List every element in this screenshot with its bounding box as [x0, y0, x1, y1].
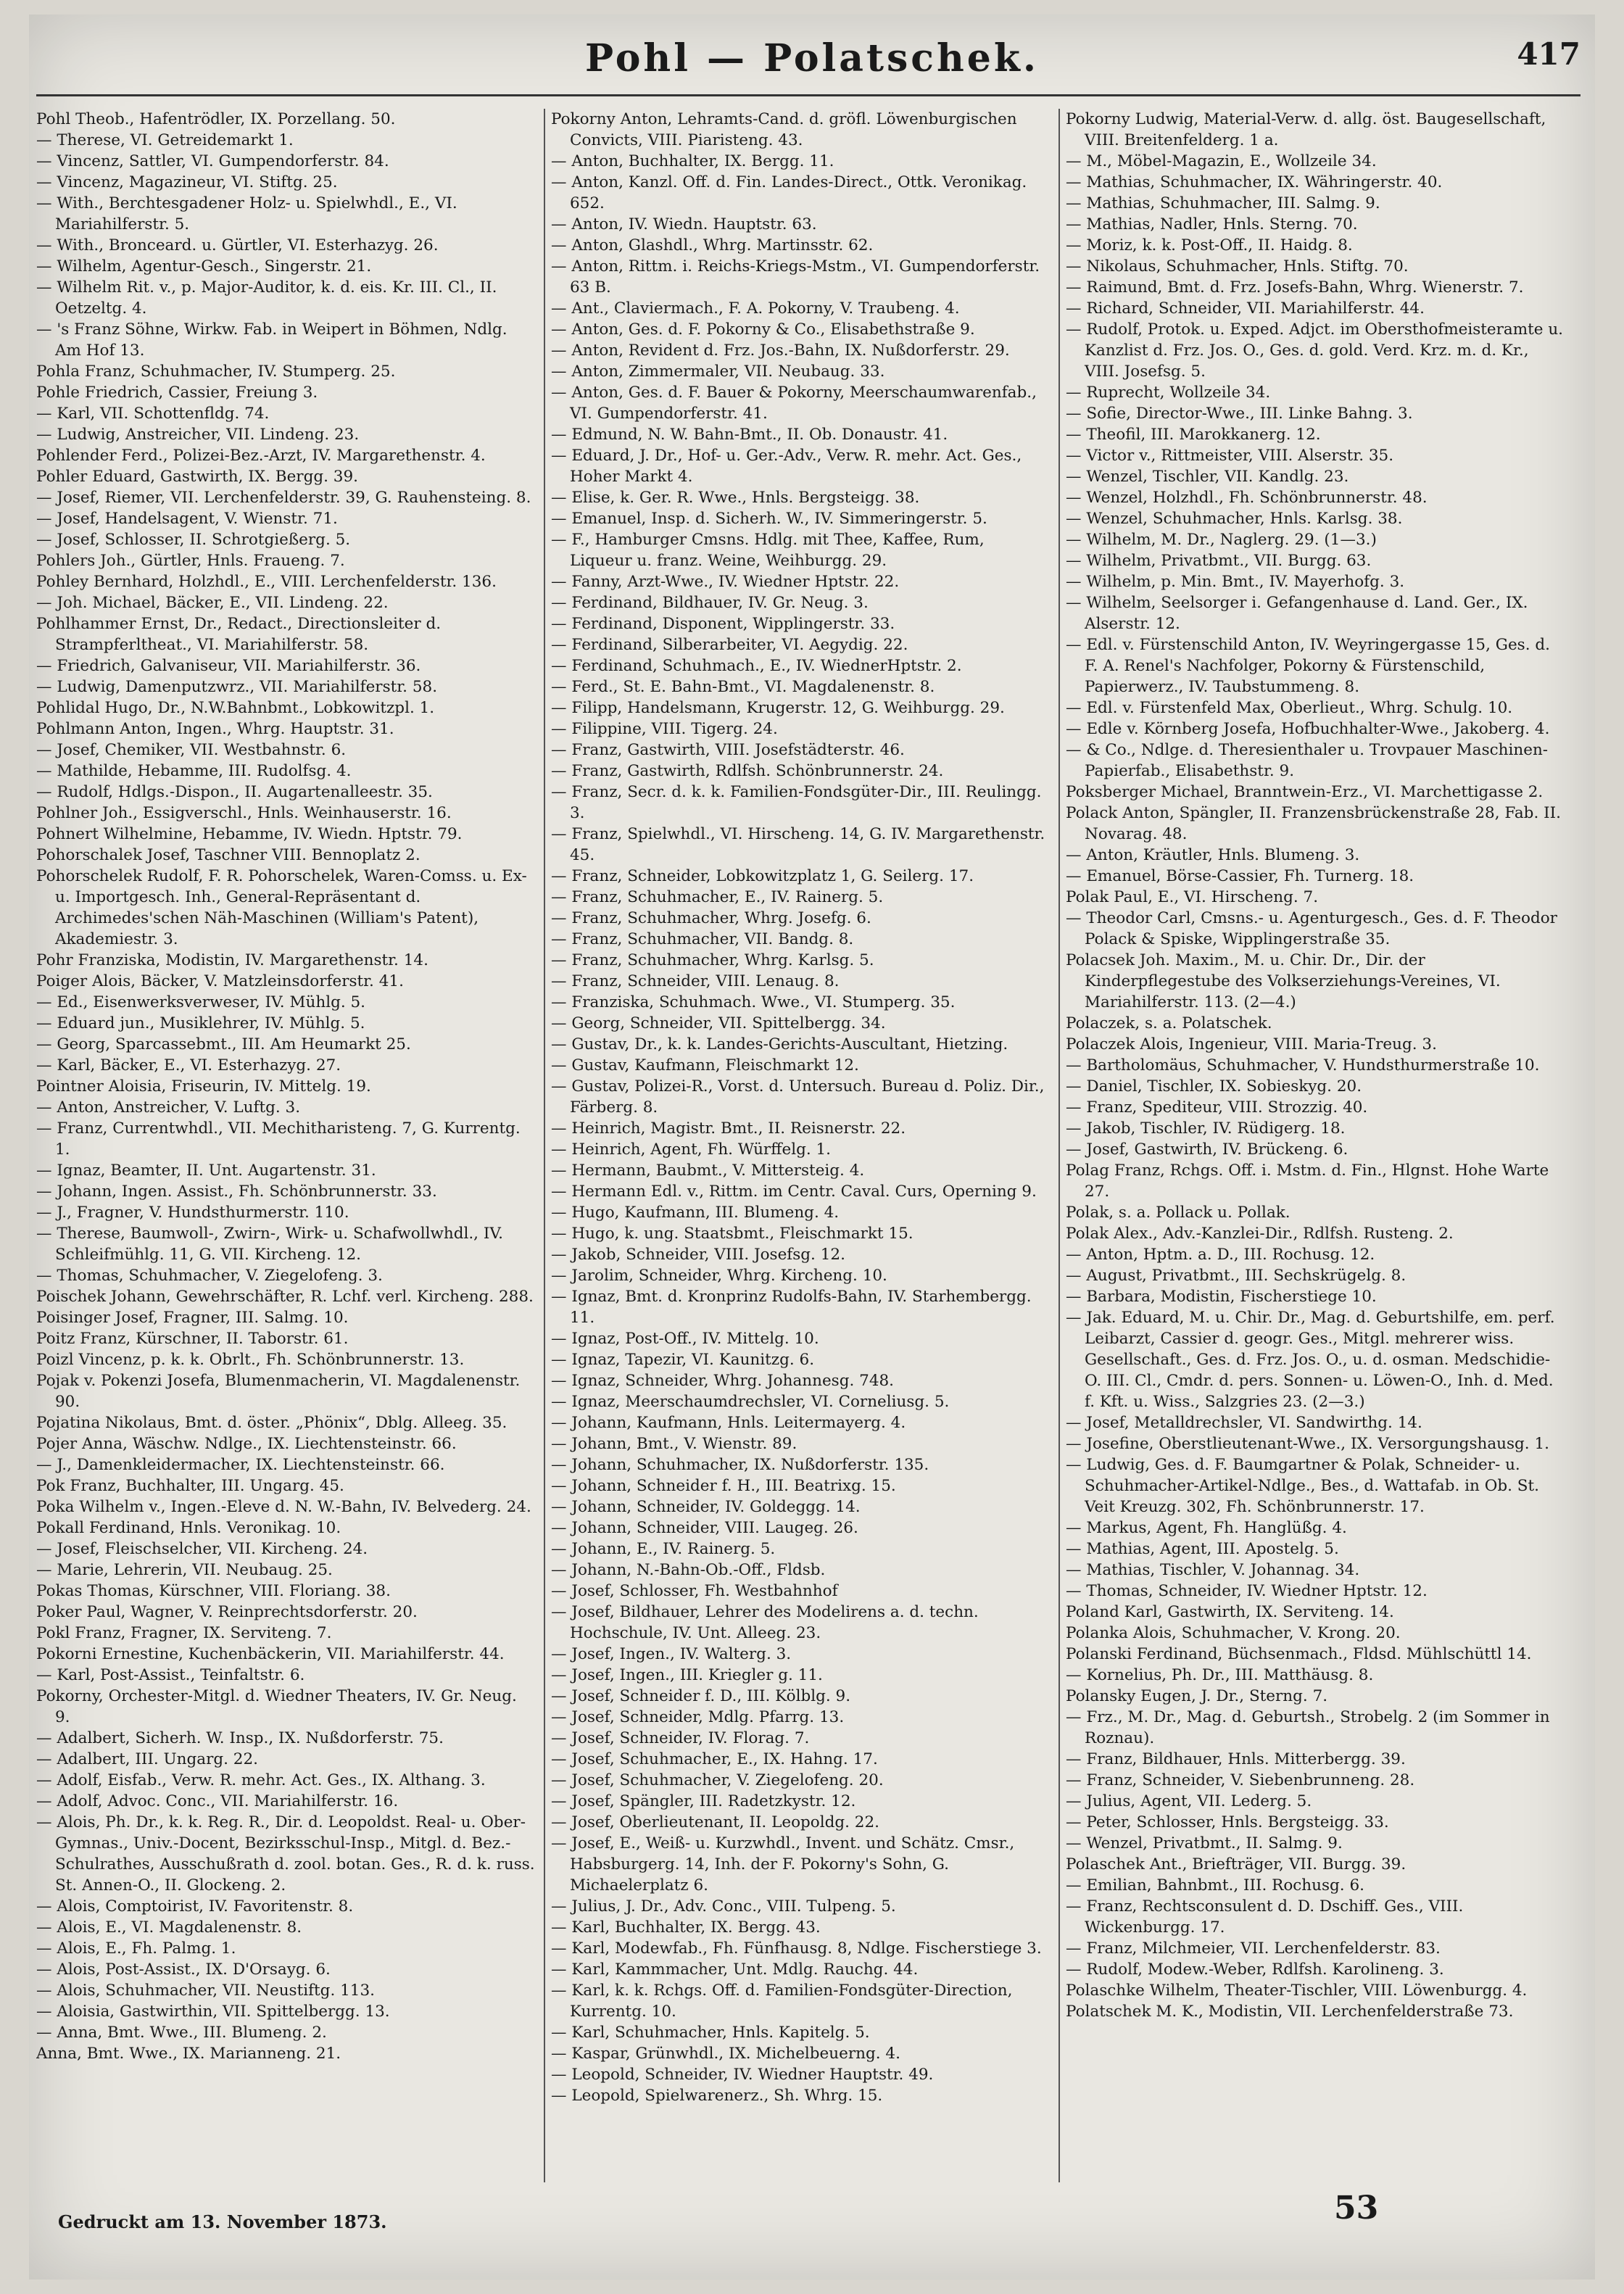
directory-entry: — With., Berchtesgadener Holz- u. Spielwhdl., E., VI. Mariahilferstr. 5. — [36, 194, 457, 233]
directory-entry: — Emanuel, Insp. d. Sicherh. W., IV. Simmeringerstr. 5. — [551, 510, 987, 528]
directory-entry: — Alois, Post-Assist., IX. D'Orsayg. 6. — [36, 1960, 331, 1979]
directory-entry: — Josef, Oberlieutenant, II. Leopoldg. 22. — [551, 1813, 879, 1831]
directory-entry: — Hermann, Baubmt., V. Mittersteig. 4. — [551, 1162, 865, 1180]
directory-entry: Poksberger Michael, Branntwein-Erz., VI. Marchettigasse 2. — [1066, 783, 1544, 801]
directory-entry: Pohlidal Hugo, Dr., N.W.Bahnbmt., Lobkowitzpl. 1. — [36, 699, 435, 717]
column-divider — [544, 109, 545, 2182]
directory-entry: — Eduard jun., Musiklehrer, IV. Mühlg. 5. — [36, 1014, 365, 1032]
directory-entry: — Adalbert, Sicherh. W. Insp., IX. Nußdorferstr. 75. — [36, 1729, 444, 1747]
directory-entry: — Rudolf, Hdlgs.-Dispon., II. Augartenalleestr. 35. — [36, 783, 433, 801]
directory-entry: — Kornelius, Ph. Dr., III. Matthäusg. 8. — [1066, 1666, 1374, 1684]
directory-entry: Poka Wilhelm v., Ingen.-Eleve d. N. W.-Bahn, IV. Belvederg. 24. — [36, 1498, 531, 1516]
directory-entry: — Mathias, Schuhmacher, III. Salmg. 9. — [1066, 194, 1380, 212]
directory-entry: Poiger Alois, Bäcker, V. Matzleinsdorferstr. 41. — [36, 972, 404, 990]
directory-entry: — Raimund, Bmt. d. Frz. Josefs-Bahn, Whrg. Wienerstr. 7. — [1066, 278, 1524, 297]
directory-entry: Polanka Alois, Schuhmacher, V. Krong. 20. — [1066, 1624, 1401, 1642]
directory-entry: — Anton, Anstreicher, V. Luftg. 3. — [36, 1098, 301, 1117]
directory-entry: — & Co., Ndlge. d. Theresienthaler u. Trovpauer Maschinen-Papierfab., Elisabethstr. 9. — [1066, 741, 1549, 780]
directory-entry: — Alois, E., VI. Magdalenenstr. 8. — [36, 1918, 302, 1937]
directory-entry: — Vincenz, Sattler, VI. Gumpendorferstr. 84. — [36, 152, 389, 170]
directory-entry: — Ant., Claviermach., F. A. Pokorny, V. Traubeng. 4. — [551, 299, 960, 318]
directory-entry: — Franz, Gastwirth, Rdlfsh. Schönbrunnerstr. 24. — [551, 762, 944, 780]
directory-entry: — Franz, Schuhmacher, Whrg. Josefg. 6. — [551, 909, 871, 927]
directory-entry: — Alois, Comptoirist, IV. Favoritenstr. 8. — [36, 1897, 354, 1916]
directory-entry: — Mathias, Nadler, Hnls. Sterng. 70. — [1066, 215, 1358, 233]
directory-entry: — Wilhelm, p. Min. Bmt., IV. Mayerhofg. 3. — [1066, 573, 1405, 591]
directory-entry: Pohorschelek Rudolf, F. R. Pohorschelek, Waren-Comss. u. Ex- u. Importgesch. Inh., General-Repräsentant d. Archimedes'schen Näh-Maschinen (William's Patent), Akademiestr. 3. — [36, 867, 527, 948]
directory-entry: Pohley Bernhard, Holzhdl., E., VIII. Lerchenfelderstr. 136. — [36, 573, 497, 591]
directory-entry: — Ludwig, Anstreicher, VII. Lindeng. 23. — [36, 426, 360, 444]
directory-entry: — Barbara, Modistin, Fischerstiege 10. — [1066, 1288, 1377, 1306]
directory-entry: — Leopold, Schneider, IV. Wiedner Hauptstr. 49. — [551, 2066, 934, 2084]
directory-entry: Pohl Theob., Hafentrödler, IX. Porzellang. 50. — [36, 110, 396, 128]
directory-entry: — Aloisia, Gastwirthin, VII. Spittelbergg. 13. — [36, 2003, 390, 2021]
directory-entry: — Jakob, Tischler, IV. Rüdigerg. 18. — [1066, 1119, 1346, 1138]
directory-entry: — Johann, Schuhmacher, IX. Nußdorferstr. 135. — [551, 1456, 929, 1474]
directory-entry: — Richard, Schneider, VII. Mariahilferstr. 44. — [1066, 299, 1425, 318]
directory-entry: — Ferdinand, Silberarbeiter, VI. Aegydig. 22. — [551, 636, 908, 654]
directory-entry: — Anton, Rittm. i. Reichs-Kriegs-Mstm., VI. Gumpendorferstr. 63 B. — [551, 257, 1040, 297]
directory-entry: Pohlhammer Ernst, Dr., Redact., Directionsleiter d. Strampferltheat., VI. Mariahilferstr. 58. — [36, 615, 442, 654]
directory-entry: Pohr Franziska, Modistin, IV. Margarethenstr. 14. — [36, 951, 428, 969]
directory-entry: Pohla Franz, Schuhmacher, IV. Stumperg. 25. — [36, 363, 396, 381]
directory-entry: — Josef, Handelsagent, V. Wienstr. 71. — [36, 510, 338, 528]
directory-entry: — Franz, Milchmeier, VII. Lerchenfelderstr. 83. — [1066, 1939, 1441, 1958]
directory-entry: Poischek Johann, Gewehrschäfter, R. Lchf. verl. Kircheng. 288. — [36, 1288, 534, 1306]
directory-entry: — M., Möbel-Magazin, E., Wollzeile 34. — [1066, 152, 1377, 170]
directory-entry: — With., Bronceard. u. Gürtler, VI. Esterhazyg. 26. — [36, 236, 439, 254]
directory-entry: — Julius, Agent, VII. Lederg. 5. — [1066, 1792, 1312, 1810]
directory-entry: — Johann, E., IV. Rainerg. 5. — [551, 1540, 776, 1558]
directory-entry: — Bartholomäus, Schuhmacher, V. Hundsthurmerstraße 10. — [1066, 1056, 1540, 1074]
directory-entry: — Ferd., St. E. Bahn-Bmt., VI. Magdalenenstr. 8. — [551, 678, 935, 696]
directory-entry: — Josef, Ingen., IV. Walterg. 3. — [551, 1645, 792, 1663]
directory-entry: — Thomas, Schneider, IV. Wiedner Hptstr. 12. — [1066, 1582, 1428, 1600]
directory-entry: — Ignaz, Meerschaumdrechsler, VI. Corneliusg. 5. — [551, 1393, 950, 1411]
directory-entry: — Josef, Schneider, IV. Florag. 7. — [551, 1729, 810, 1747]
directory-entry: — Ruprecht, Wollzeile 34. — [1066, 384, 1271, 402]
directory-entry: — Karl, Post-Assist., Teinfaltstr. 6. — [36, 1666, 305, 1684]
column-divider — [1058, 109, 1060, 2182]
page-header — [29, 29, 1595, 87]
directory-entry: — Josef, Bildhauer, Lehrer des Modelirens a. d. techn. Hochschule, IV. Unt. Alleeg. 23. — [551, 1603, 979, 1642]
directory-entry: — Gustav, Dr., k. k. Landes-Gerichts-Auscultant, Hietzing. — [551, 1035, 1008, 1053]
directory-entry: Poitz Franz, Kürschner, II. Taborstr. 61. — [36, 1330, 349, 1348]
directory-entry: — Johann, N.-Bahn-Ob.-Off., Fldsb. — [551, 1561, 826, 1579]
directory-entry: — Frz., M. Dr., Mag. d. Geburtsh., Strobelg. 2 (im Sommer in Roznau). — [1066, 1708, 1550, 1747]
directory-entry: — Ferdinand, Schuhmach., E., IV. WiednerHptstr. 2. — [551, 657, 962, 675]
directory-entry: — Leopold, Spielwarenerz., Sh. Whrg. 15. — [551, 2087, 883, 2105]
directory-entry: — Jak. Eduard, M. u. Chir. Dr., Mag. d. Geburtshilfe, em. perf. Leibarzt, Cassier d. geogr. Ges., Mitgl. mehrerer wiss. Gesellschaft., Ges. d. Frz. Jos. O., u. d. osman. Medschidie-O. III. Cl., Cmdr. d. pers. Sonnen- u. Löwen-O., Inh. d. Med. f. Kft. u. Wiss., Salzgries 23. (2—3.) — [1066, 1309, 1555, 1411]
directory-entry: Pokorny, Orchester-Mitgl. d. Wiedner Theaters, IV. Gr. Neug. 9. — [36, 1687, 517, 1726]
directory-entry: — August, Privatbmt., III. Sechskrügelg. 8. — [1066, 1267, 1406, 1285]
directory-entry: — Wenzel, Tischler, VII. Kandlg. 23. — [1066, 468, 1349, 486]
directory-entry: — Johann, Ingen. Assist., Fh. Schönbrunnerstr. 33. — [36, 1183, 437, 1201]
sheet-number: 53 — [1334, 2190, 1379, 2227]
directory-entry: — Franz, Schneider, VIII. Lenaug. 8. — [551, 972, 840, 990]
directory-entry: Pohlender Ferd., Polizei-Bez.-Arzt, IV. Margarethenstr. 4. — [36, 447, 486, 465]
column-1 — [36, 109, 536, 2197]
directory-entry: — Wenzel, Schuhmacher, Hnls. Karlsg. 38. — [1066, 510, 1403, 528]
directory-entry: — Mathias, Schuhmacher, IX. Währingerstr. 40. — [1066, 173, 1443, 191]
directory-entry: — Edle v. Körnberg Josefa, Hofbuchhalter-Wwe., Jakoberg. 4. — [1066, 720, 1550, 738]
column-2 — [551, 109, 1051, 2197]
directory-entry: — Georg, Schneider, VII. Spittelbergg. 34. — [551, 1014, 886, 1032]
directory-entry: — Theodor Carl, Cmsns.- u. Agenturgesch., Ges. d. F. Theodor Polack & Spiske, Wipplingerstraße 35. — [1066, 909, 1557, 948]
directory-entry: Pohle Friedrich, Cassier, Freiung 3. — [36, 384, 318, 402]
directory-entry: — Thomas, Schuhmacher, V. Ziegelofeng. 3. — [36, 1267, 383, 1285]
directory-entry: — Franz, Schuhmacher, Whrg. Karlsg. 5. — [551, 951, 874, 969]
directory-entry: — F., Hamburger Cmsns. Hdlg. mit Thee, Kaffee, Rum, Liqueur u. franz. Weine, Weihburgg. 29. — [551, 531, 985, 570]
directory-entry: — Karl, k. k. Rchgs. Off. d. Familien-Fondsgüter-Direction, Kurrentg. 10. — [551, 1982, 1013, 2021]
directory-entry: — J., Damenkleidermacher, IX. Liechtensteinstr. 66. — [36, 1456, 445, 1474]
directory-entry: — Josef, Spängler, III. Radetzkystr. 12. — [551, 1792, 856, 1810]
directory-entry: Polak Alex., Adv.-Kanzlei-Dir., Rdlfsh. Rusteng. 2. — [1066, 1225, 1454, 1243]
directory-entry: — Adolf, Advoc. Conc., VII. Mariahilferstr. 16. — [36, 1792, 399, 1810]
directory-entry: — Hugo, k. ung. Staatsbmt., Fleischmarkt 15. — [551, 1225, 914, 1243]
directory-entry: — Josefine, Oberstlieutenant-Wwe., IX. Versorgungshausg. 1. — [1066, 1435, 1549, 1453]
directory-entry: — Ludwig, Ges. d. F. Baumgartner & Polak, Schneider- u. Schuhmacher-Artikel-Ndlge., Bes., d. Wattafab. in Ob. St. Veit Kreuzg. 302, Fh. Schönbrunnerstr. 17. — [1066, 1456, 1539, 1516]
directory-entry: — Karl, Bäcker, E., VI. Esterhazyg. 27. — [36, 1056, 341, 1074]
directory-entry: — Mathias, Agent, III. Apostelg. 5. — [1066, 1540, 1339, 1558]
directory-entry: — Filipp, Handelsmann, Krugerstr. 12, G. Weihburgg. 29. — [551, 699, 1005, 717]
directory-entry: Poker Paul, Wagner, V. Reinprechtsdorferstr. 20. — [36, 1603, 418, 1621]
directory-entry: Polaschek Ant., Briefträger, VII. Burgg. 39. — [1066, 1855, 1406, 1873]
directory-entry: — Anton, Hptm. a. D., III. Rochusg. 12. — [1066, 1246, 1375, 1264]
directory-entry: — Ignaz, Bmt. d. Kronprinz Rudolfs-Bahn, IV. Starhembergg. 11. — [551, 1288, 1032, 1327]
directory-entry: Polanski Ferdinand, Büchsenmach., Fldsd. Mühlschüttl 14. — [1066, 1645, 1532, 1663]
directory-entry: — Wilhelm, Agentur-Gesch., Singerstr. 21. — [36, 257, 372, 276]
directory-entry: Pointner Aloisia, Friseurin, IV. Mittelg. 19. — [36, 1077, 371, 1096]
directory-entry: — Eduard, J. Dr., Hof- u. Ger.-Adv., Verw. R. mehr. Act. Ges., Hoher Markt 4. — [551, 447, 1022, 486]
directory-entry: — Ferdinand, Disponent, Wipplingerstr. 33. — [551, 615, 895, 633]
directory-entry: — J., Fragner, V. Hundsthurmerstr. 110. — [36, 1204, 349, 1222]
directory-page — [29, 15, 1595, 2279]
directory-entry: — Josef, Schlosser, Fh. Westbahnhof — [551, 1582, 838, 1600]
directory-entry: — Fanny, Arzt-Wwe., IV. Wiedner Hptstr. 22. — [551, 573, 900, 591]
directory-entry: — Anton, Buchhalter, IX. Bergg. 11. — [551, 152, 834, 170]
directory-entry: Pohorschalek Josef, Taschner VIII. Bennoplatz 2. — [36, 846, 420, 864]
directory-entry: Pokas Thomas, Kürschner, VIII. Floriang. 38. — [36, 1582, 391, 1600]
directory-entry: — Marie, Lehrerin, VII. Neubaug. 25. — [36, 1561, 333, 1579]
directory-entry: — Hermann Edl. v., Rittm. im Centr. Caval. Curs, Operning 9. — [551, 1183, 1037, 1201]
directory-entry: — Daniel, Tischler, IX. Sobieskyg. 20. — [1066, 1077, 1362, 1096]
directory-entry: — Johann, Schneider, IV. Goldeggg. 14. — [551, 1498, 861, 1516]
directory-entry: — Karl, Modewfab., Fh. Fünfhausg. 8, Ndlge. Fischerstiege 3. — [551, 1939, 1042, 1958]
directory-entry: — Alois, Schuhmacher, VII. Neustiftg. 113. — [36, 1982, 375, 2000]
directory-entry: Pojak v. Pokenzi Josefa, Blumenmacherin, VI. Magdalenenstr. 90. — [36, 1372, 521, 1411]
directory-entry: — Heinrich, Magistr. Bmt., II. Reisnerstr. 22. — [551, 1119, 906, 1138]
directory-entry: — Heinrich, Agent, Fh. Würffelg. 1. — [551, 1140, 832, 1159]
directory-entry: — Wilhelm Rit. v., p. Major-Auditor, k. d. eis. Kr. III. Cl., II. Oetzeltg. 4. — [36, 278, 497, 318]
directory-entry: — Josef, Schlosser, II. Schrotgießerg. 5. — [36, 531, 351, 549]
directory-entry: — Elise, k. Ger. R. Wwe., Hnls. Bergsteigg. 38. — [551, 489, 920, 507]
directory-entry: — Edmund, N. W. Bahn-Bmt., II. Ob. Donaustr. 41. — [551, 426, 948, 444]
directory-entry: — Joh. Michael, Bäcker, E., VII. Lindeng. 22. — [36, 594, 389, 612]
directory-entry: — Josef, Gastwirth, IV. Brückeng. 6. — [1066, 1140, 1348, 1159]
directory-entry: — Franz, Schneider, V. Siebenbrunneng. 28. — [1066, 1771, 1415, 1789]
directory-entry: Anna, Bmt. Wwe., IX. Marianneng. 21. — [36, 2045, 341, 2063]
directory-entry: Pojer Anna, Wäschw. Ndlge., IX. Liechtensteinstr. 66. — [36, 1435, 457, 1453]
directory-entry: Pohlmann Anton, Ingen., Whrg. Hauptstr. 31. — [36, 720, 394, 738]
directory-entry: — Hugo, Kaufmann, III. Blumeng. 4. — [551, 1204, 840, 1222]
directory-entry: — Ignaz, Schneider, Whrg. Johannesg. 748. — [551, 1372, 895, 1390]
directory-entry: — Therese, VI. Getreidemarkt 1. — [36, 131, 294, 149]
directory-entry: — Josef, Metalldrechsler, VI. Sandwirthg. 14. — [1066, 1414, 1422, 1432]
header-rule — [36, 94, 1580, 96]
directory-entry: — Theofil, III. Marokkanerg. 12. — [1066, 426, 1321, 444]
directory-entry: — Wilhelm, M. Dr., Naglerg. 29. (1—3.) — [1066, 531, 1377, 549]
directory-entry: — Georg, Sparcassebmt., III. Am Heumarkt 25. — [36, 1035, 411, 1053]
directory-entry: Polaczek Alois, Ingenieur, VIII. Maria-Treug. 3. — [1066, 1035, 1437, 1053]
directory-entry: — Wilhelm, Seelsorger i. Gefangenhause d. Land. Ger., IX. Alserstr. 12. — [1066, 594, 1528, 633]
directory-entry: Pohlner Joh., Essigverschl., Hnls. Weinhauserstr. 16. — [36, 804, 452, 822]
directory-entry: Pokl Franz, Fragner, IX. Serviteng. 7. — [36, 1624, 332, 1642]
directory-entry: — 's Franz Söhne, Wirkw. Fab. in Weipert in Böhmen, Ndlg. Am Hof 13. — [36, 320, 508, 360]
directory-entry: — Sofie, Director-Wwe., III. Linke Bahng. 3. — [1066, 405, 1413, 423]
directory-entry: Poizl Vincenz, p. k. k. Obrlt., Fh. Schönbrunnerstr. 13. — [36, 1351, 465, 1369]
directory-entry: — Anton, Ges. d. F. Pokorny & Co., Elisabethstraße 9. — [551, 320, 975, 339]
directory-entry: Polack Anton, Spängler, II. Franzensbrückenstraße 28, Fab. II. Novarag. 48. — [1066, 804, 1561, 843]
directory-entry: — Franz, Rechtsconsulent d. D. Dschiff. Ges., VIII. Wickenburgg. 17. — [1066, 1897, 1464, 1937]
directory-entry: — Franz, Currentwhdl., VII. Mechitharisteng. 7, G. Kurrentg. 1. — [36, 1119, 521, 1159]
directory-entry: Polatschek M. K., Modistin, VII. Lerchenfelderstraße 73. — [1066, 2003, 1514, 2021]
directory-entry: — Josef, E., Weiß- u. Kurzwhdl., Invent. und Schätz. Cmsr., Habsburgerg. 14, Inh. der F. Pokorny's Sohn, G. Michaelerplatz 6. — [551, 1834, 1015, 1895]
directory-entry: — Anton, Revident d. Frz. Jos.-Bahn, IX. Nußdorferstr. 29. — [551, 341, 1010, 360]
directory-entry: — Josef, Riemer, VII. Lerchenfelderstr. 39, G. Rauhensteing. 8. — [36, 489, 531, 507]
directory-entry: Poland Karl, Gastwirth, IX. Serviteng. 14. — [1066, 1603, 1394, 1621]
directory-entry: — Alois, Ph. Dr., k. k. Reg. R., Dir. d. Leopoldst. Real- u. Ober-Gymnas., Univ.-Docent, Bezirksschul-Insp., Mitgl. d. Bez.-Schulrathes, Ausschußrath d. zool. botan. Ges., R. d. k. russ. St. Annen-O., II. Glockeng. 2. — [36, 1813, 535, 1895]
directory-entry: — Ed., Eisenwerksverweser, IV. Mühlg. 5. — [36, 993, 366, 1011]
directory-entry: — Nikolaus, Schuhmacher, Hnls. Stiftg. 70. — [1066, 257, 1409, 276]
directory-entry: Pok Franz, Buchhalter, III. Ungarg. 45. — [36, 1477, 344, 1495]
directory-entry: — Markus, Agent, Fh. Hanglüßg. 4. — [1066, 1519, 1347, 1537]
directory-entry: — Gustav, Polizei-R., Vorst. d. Untersuch. Bureau d. Poliz. Dir., Färberg. 8. — [551, 1077, 1045, 1117]
directory-entry: — Josef, Fleischselcher, VII. Kircheng. 24. — [36, 1540, 368, 1558]
directory-entry: Pokall Ferdinand, Hnls. Veronikag. 10. — [36, 1519, 341, 1537]
directory-entry: — Anton, Kanzl. Off. d. Fin. Landes-Direct., Ottk. Veronikag. 652. — [551, 173, 1027, 212]
directory-entry: — Johann, Kaufmann, Hnls. Leitermayerg. 4. — [551, 1414, 906, 1432]
directory-entry: — Josef, Ingen., III. Kriegler g. 11. — [551, 1666, 823, 1684]
directory-entry: — Johann, Bmt., V. Wienstr. 89. — [551, 1435, 798, 1453]
directory-entry: — Josef, Schneider f. D., III. Kölblg. 9. — [551, 1687, 851, 1705]
directory-entry: Polansky Eugen, J. Dr., Sterng. 7. — [1066, 1687, 1328, 1705]
directory-entry: — Ignaz, Beamter, II. Unt. Augartenstr. 31. — [36, 1162, 376, 1180]
directory-entry: Polaczek, s. a. Polatschek. — [1066, 1014, 1272, 1032]
directory-entry: — Edl. v. Fürstenfeld Max, Oberlieut., Whrg. Schulg. 10. — [1066, 699, 1513, 717]
directory-entry: — Franz, Schneider, Lobkowitzplatz 1, G. Seilerg. 17. — [551, 867, 974, 885]
directory-entry: — Anton, Zimmermaler, VII. Neubaug. 33. — [551, 363, 885, 381]
directory-entry: — Julius, J. Dr., Adv. Conc., VIII. Tulpeng. 5. — [551, 1897, 896, 1916]
page-title: Pohl — Polatschek. — [585, 36, 1039, 80]
directory-entry: — Johann, Schneider, VIII. Laugeg. 26. — [551, 1519, 858, 1537]
page-number: 417 — [1517, 36, 1580, 72]
directory-entry: — Mathilde, Hebamme, III. Rudolfsg. 4. — [36, 762, 352, 780]
directory-entry: — Josef, Schuhmacher, V. Ziegelofeng. 20. — [551, 1771, 884, 1789]
directory-entry: Polacsek Joh. Maxim., M. u. Chir. Dr., Dir. der Kinderpflegestube des Volkserziehungs-Vereines, VI. Mariahilferstr. 113. (2—4.) — [1066, 951, 1501, 1011]
directory-entry: — Franz, Schuhmacher, E., IV. Rainerg. 5. — [551, 888, 884, 906]
directory-entry: Pokorni Ernestine, Kuchenbäckerin, VII. Mariahilferstr. 44. — [36, 1645, 505, 1663]
directory-entry: — Edl. v. Fürstenschild Anton, IV. Weyringergasse 15, Ges. d. F. A. Renel's Nachfolger, Pokorny & Fürstenschild, Papierwerz., IV. Taubstummeng. 8. — [1066, 636, 1550, 696]
directory-entry: — Jarolim, Schneider, Whrg. Kircheng. 10. — [551, 1267, 887, 1285]
directory-entry: Pohnert Wilhelmine, Hebamme, IV. Wiedn. Hptstr. 79. — [36, 825, 463, 843]
directory-entry: — Rudolf, Modew.-Weber, Rdlfsh. Karolineng. 3. — [1066, 1960, 1444, 1979]
directory-entry: — Therese, Baumwoll-, Zwirn-, Wirk- u. Schafwollwhdl., IV. Schleifmühlg. 11, G. VII. Kircheng. 12. — [36, 1225, 503, 1264]
directory-entry: — Ludwig, Damenputzwrz., VII. Mariahilferstr. 58. — [36, 678, 438, 696]
directory-entry: — Franz, Secr. d. k. k. Familien-Fondsgüter-Dir., III. Reulingg. 3. — [551, 783, 1042, 822]
directory-entry: — Karl, Buchhalter, IX. Bergg. 43. — [551, 1918, 821, 1937]
directory-entry: — Josef, Chemiker, VII. Westbahnstr. 6. — [36, 741, 347, 759]
directory-entry: — Josef, Schneider, Mdlg. Pfarrg. 13. — [551, 1708, 845, 1726]
directory-entry: — Anton, Ges. d. F. Bauer & Pokorny, Meerschaumwarenfab., VI. Gumpendorferstr. 41. — [551, 384, 1037, 423]
directory-entry: — Gustav, Kaufmann, Fleischmarkt 12. — [551, 1056, 859, 1074]
directory-entry: — Mathias, Tischler, V. Johannag. 34. — [1066, 1561, 1360, 1579]
directory-entry: — Franz, Schuhmacher, VII. Bandg. 8. — [551, 930, 854, 948]
directory-entry: — Victor v., Rittmeister, VIII. Alserstr. 35. — [1066, 447, 1394, 465]
directory-entry: — Peter, Schlosser, Hnls. Bergsteigg. 33. — [1066, 1813, 1389, 1831]
directory-entry: Poisinger Josef, Fragner, III. Salmg. 10. — [36, 1309, 349, 1327]
directory-entry: — Anton, IV. Wiedn. Hauptstr. 63. — [551, 215, 817, 233]
directory-entry: — Karl, Schuhmacher, Hnls. Kapitelg. 5. — [551, 2024, 870, 2042]
directory-entry: — Anton, Glashdl., Whrg. Martinsstr. 62. — [551, 236, 874, 254]
directory-entry: — Wilhelm, Privatbmt., VII. Burgg. 63. — [1066, 552, 1372, 570]
directory-entry: — Karl, VII. Schottenfldg. 74. — [36, 405, 270, 423]
directory-entry: — Anton, Kräutler, Hnls. Blumeng. 3. — [1066, 846, 1360, 864]
directory-entry: Pokorny Ludwig, Material-Verw. d. allg. öst. Baugesellschaft, VIII. Breitenfelderg. 1 a. — [1066, 110, 1546, 149]
directory-entry: — Franz, Gastwirth, VIII. Josefstädterstr. 46. — [551, 741, 905, 759]
directory-entry: — Emanuel, Börse-Cassier, Fh. Turnerg. 18. — [1066, 867, 1414, 885]
directory-entry: — Adalbert, III. Ungarg. 22. — [36, 1750, 258, 1768]
directory-entry: — Anna, Bmt. Wwe., III. Blumeng. 2. — [36, 2024, 327, 2042]
directory-entry: — Filippine, VIII. Tigerg. 24. — [551, 720, 778, 738]
directory-entry: — Vincenz, Magazineur, VI. Stiftg. 25. — [36, 173, 338, 191]
column-3 — [1066, 109, 1566, 2197]
directory-entry: Polaschke Wilhelm, Theater-Tischler, VIII. Löwenburgg. 4. — [1066, 1982, 1528, 2000]
directory-entry: — Ignaz, Tapezir, VI. Kaunitzg. 6. — [551, 1351, 815, 1369]
directory-entry: — Alois, E., Fh. Palmg. 1. — [36, 1939, 236, 1958]
directory-entry: — Franz, Bildhauer, Hnls. Mitterbergg. 39. — [1066, 1750, 1406, 1768]
directory-entry: — Franz, Spediteur, VIII. Strozzig. 40. — [1066, 1098, 1368, 1117]
directory-entry: Polak, s. a. Pollack u. Pollak. — [1066, 1204, 1290, 1222]
directory-entry: — Karl, Kammmacher, Unt. Mdlg. Rauchg. 44. — [551, 1960, 919, 1979]
directory-entry: Polak Paul, E., VI. Hirscheng. 7. — [1066, 888, 1319, 906]
directory-entry: — Jakob, Schneider, VIII. Josefsg. 12. — [551, 1246, 845, 1264]
directory-entry: — Wenzel, Holzhdl., Fh. Schönbrunnerstr. 48. — [1066, 489, 1428, 507]
directory-entry: — Franz, Spielwhdl., VI. Hirscheng. 14, G. IV. Margarethenstr. 45. — [551, 825, 1045, 864]
directory-entry: — Franziska, Schuhmach. Wwe., VI. Stumperg. 35. — [551, 993, 956, 1011]
directory-entry: — Emilian, Bahnbmt., III. Rochusg. 6. — [1066, 1876, 1364, 1895]
directory-entry: — Ferdinand, Bildhauer, IV. Gr. Neug. 3. — [551, 594, 869, 612]
directory-entry: Polag Franz, Rchgs. Off. i. Mstm. d. Fin., Hlgnst. Hohe Warte 27. — [1066, 1162, 1549, 1201]
directory-entry: — Moriz, k. k. Post-Off., II. Haidg. 8. — [1066, 236, 1353, 254]
directory-entry: — Johann, Schneider f. H., III. Beatrixg. 15. — [551, 1477, 896, 1495]
directory-entry: Pojatina Nikolaus, Bmt. d. öster. „Phönix“, Dblg. Alleeg. 35. — [36, 1414, 508, 1432]
directory-entry: Pokorny Anton, Lehramts-Cand. d. gröfl. Löwenburgischen Convicts, VIII. Piaristeng. 43. — [551, 110, 1017, 149]
directory-entry: — Ignaz, Post-Off., IV. Mittelg. 10. — [551, 1330, 819, 1348]
directory-entry: — Adolf, Eisfab., Verw. R. mehr. Act. Ges., IX. Althang. 3. — [36, 1771, 486, 1789]
directory-entry: — Rudolf, Protok. u. Exped. Adjct. im Obersthofmeisteramte u. Kanzlist d. Frz. Jos. O., Ges. d. gold. Verd. Krz. m. d. Kr., VIII. Josefsg. 5. — [1066, 320, 1563, 381]
directory-entry: — Wenzel, Privatbmt., II. Salmg. 9. — [1066, 1834, 1343, 1852]
directory-entry: — Josef, Schuhmacher, E., IX. Hahng. 17. — [551, 1750, 878, 1768]
directory-entry: Pohler Eduard, Gastwirth, IX. Bergg. 39. — [36, 468, 358, 486]
print-date: Gedruckt am 13. November 1873. — [58, 2211, 387, 2232]
directory-entry: Pohlers Joh., Gürtler, Hnls. Fraueng. 7. — [36, 552, 345, 570]
directory-entry: — Kaspar, Grünwhdl., IX. Michelbeuerng. 4. — [551, 2045, 900, 2063]
directory-entry: — Friedrich, Galvaniseur, VII. Mariahilferstr. 36. — [36, 657, 421, 675]
